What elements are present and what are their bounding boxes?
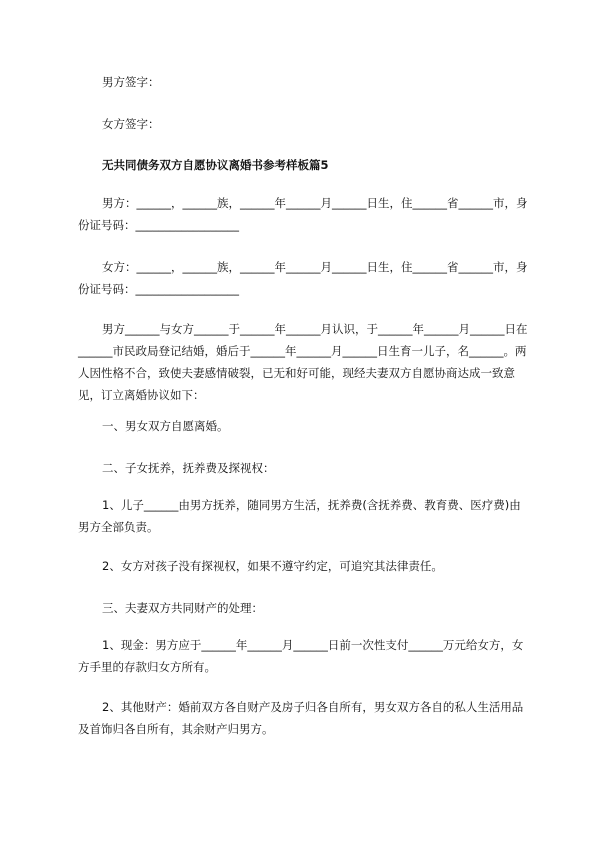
clause-2	[78, 457, 528, 479]
clause-1-text: 一、男女双方自愿离婚。	[102, 419, 229, 433]
clause-2-2	[78, 555, 528, 577]
marriage-history-paragraph	[78, 318, 528, 406]
clause-2-1-text: 1、儿子______由男方抚养，随同男方生活，抚养费(含抚养费、教育费、医疗费)由男方全部负责。	[78, 498, 521, 534]
male-info-text: 男方：______，______族，______年______月______日生，住______省______市，身份证号码：__________________	[78, 196, 528, 232]
document-title-text: 无共同债务双方自愿协议离婚书参考样板篇5	[102, 158, 329, 172]
clause-2-2-text: 2、女方对孩子没有探视权，如果不遵守约定，可追究其法律责任。	[102, 559, 443, 573]
clause-3-2	[78, 696, 528, 740]
clause-3	[78, 597, 528, 619]
clause-2-1	[78, 494, 528, 538]
female-signature-line	[78, 113, 528, 135]
clause-3-1-text: 1、现金：男方应于______年______月______日前一次性支付______万元给女方，女方手里的存款归女方所有。	[78, 638, 524, 674]
male-signature-text: 男方签字：	[102, 75, 160, 89]
male-signature-line	[78, 71, 528, 93]
male-info-paragraph	[78, 192, 528, 236]
female-info-text: 女方：______，______族，______年______月______日生，住______省______市，身份证号码：__________________	[78, 260, 528, 296]
clause-3-text: 三、夫妻双方共同财产的处理：	[102, 601, 263, 615]
clause-1	[78, 415, 528, 437]
marriage-history-text: 男方______与女方______于______年______月认识，于______年______月______日在______市民政局登记结婚，婚后于______年______月______日生育一儿子，名______。两人因性格不合，致使夫妻感情破裂，已无和好可能，现经夫妻双方自愿协商达成一致意见，订立离婚协议如下：	[78, 322, 528, 402]
female-signature-text: 女方签字：	[102, 117, 160, 131]
document-title	[78, 154, 528, 176]
female-info-paragraph	[78, 256, 528, 300]
clause-2-text: 二、子女抚养，抚养费及探视权：	[102, 461, 275, 475]
clause-3-2-text: 2、其他财产：婚前双方各自财产及房子归各自所有，男女双方各自的私人生活用品及首饰归各自所有，其余财产归男方。	[78, 700, 524, 736]
clause-3-1	[78, 634, 528, 678]
